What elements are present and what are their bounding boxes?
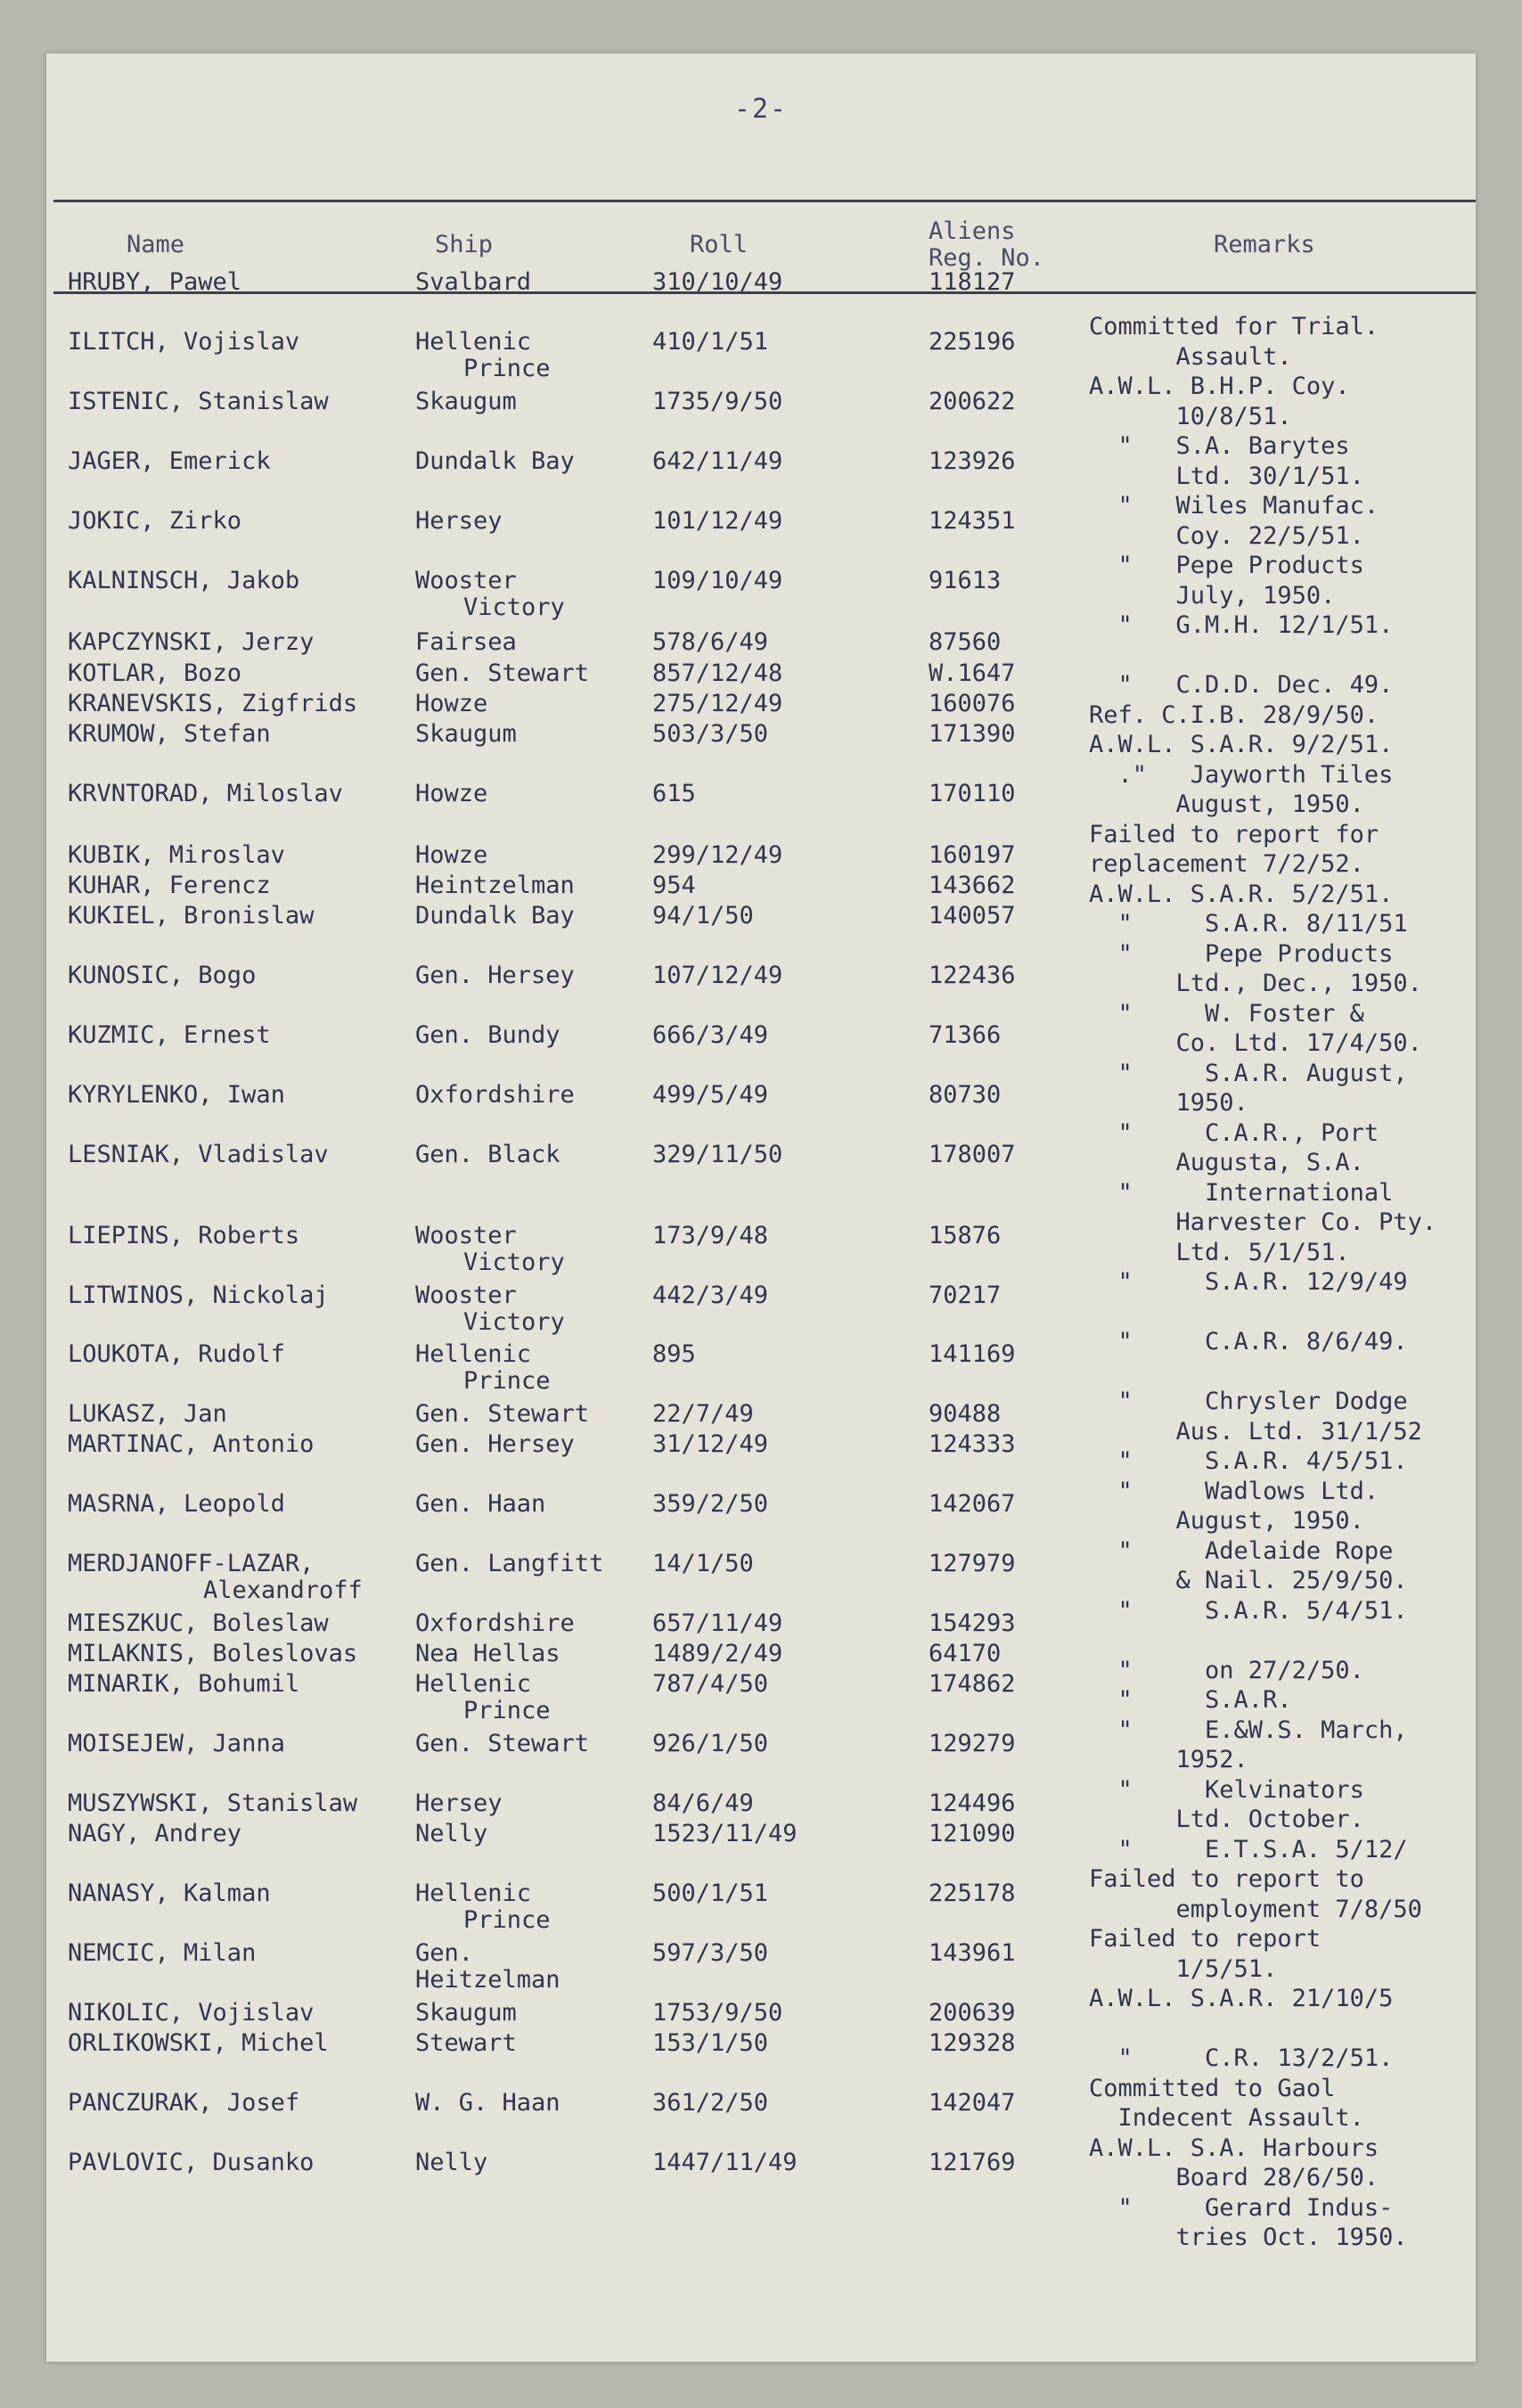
reg-number-cell: 170110	[929, 780, 1016, 807]
name-cell: MUSZYWSKI, Stanislaw	[68, 1790, 358, 1817]
name-cell: MINARIK, Bohumil	[68, 1670, 300, 1698]
reg-number-cell: 160076	[929, 690, 1016, 717]
ship-cell: Howze	[415, 690, 488, 717]
column-header-name: Name	[127, 231, 185, 258]
remarks-line: August, 1950.	[1089, 790, 1364, 818]
name-cell: PANCZURAK, Josef	[68, 2089, 300, 2117]
remarks-line: A.W.L. S.A.R. 5/2/51.	[1089, 880, 1394, 908]
roll-cell: 503/3/50	[652, 720, 769, 748]
table-row	[46, 267, 1476, 298]
ship-cell-continued: Victory	[463, 1249, 565, 1276]
ship-cell: Gen. Bundy	[415, 1021, 561, 1049]
ship-cell: Gen. Stewart	[415, 659, 590, 687]
name-cell: LESNIAK, Vladislav	[68, 1141, 329, 1168]
ship-cell-continued: Prince	[463, 1906, 551, 1934]
reg-number-cell: 178007	[929, 1141, 1016, 1168]
reg-number-cell: 142067	[929, 1490, 1016, 1518]
ship-cell: Nea Hellas	[415, 1640, 561, 1667]
ship-cell-continued: Prince	[463, 355, 551, 382]
name-cell: KUHAR, Ferencz	[68, 872, 271, 899]
name-cell: MIESZKUC, Boleslaw	[68, 1609, 329, 1637]
reg-number-cell: 15876	[929, 1222, 1002, 1249]
reg-number-cell: 91613	[929, 567, 1002, 594]
reg-number-cell: 141169	[929, 1340, 1016, 1368]
remarks-line: " S.A. Barytes	[1089, 432, 1350, 460]
ship-cell: Gen. Haan	[415, 1490, 546, 1518]
reg-number-cell: 127979	[929, 1550, 1016, 1577]
name-cell: MOISEJEW, Janna	[68, 1730, 285, 1757]
document-page	[46, 53, 1476, 2362]
name-cell-continued: Alexandroff	[203, 1577, 363, 1604]
ship-cell: Nelly	[415, 2149, 488, 2176]
remarks-line: Failed to report	[1089, 1925, 1322, 1953]
roll-cell: 109/10/49	[652, 567, 783, 594]
roll-cell: 666/3/49	[652, 1021, 769, 1049]
remarks-line: Augusta, S.A.	[1089, 1149, 1364, 1176]
roll-cell: 299/12/49	[652, 841, 783, 869]
remarks-line: " S.A.R. 12/9/49	[1089, 1268, 1408, 1296]
remarks-line: " C.A.R. 8/6/49.	[1089, 1328, 1408, 1356]
name-cell: KOTLAR, Bozo	[68, 659, 242, 687]
ship-cell: Heintzelman	[415, 872, 575, 899]
remarks-line: 1950.	[1089, 1089, 1248, 1117]
ship-cell: Wooster	[415, 1222, 517, 1249]
roll-cell: 84/6/49	[652, 1790, 754, 1817]
name-cell: KAPCZYNSKI, Jerzy	[68, 628, 315, 656]
roll-cell: 153/1/50	[652, 2029, 769, 2057]
name-cell: KRUMOW, Stefan	[68, 720, 271, 748]
name-cell: ISTENIC, Stanislaw	[68, 388, 329, 415]
roll-cell: 657/11/49	[652, 1609, 783, 1637]
reg-number-cell: 123926	[929, 447, 1016, 475]
ship-cell: Svalbard	[415, 268, 532, 296]
roll-cell: 410/1/51	[652, 328, 769, 356]
roll-cell: 94/1/50	[652, 902, 754, 930]
reg-number-cell: W.1647	[929, 659, 1016, 687]
reg-number-cell: 200639	[929, 1999, 1016, 2027]
reg-number-cell: 64170	[929, 1640, 1002, 1667]
roll-cell: 895	[652, 1340, 696, 1368]
remarks-line: " G.M.H. 12/1/51.	[1089, 611, 1394, 639]
remarks-line: " W. Foster &	[1089, 999, 1364, 1028]
remarks-line: Failed to report to	[1089, 1865, 1364, 1893]
remarks-line: Aus. Ltd. 31/1/52	[1089, 1417, 1422, 1446]
remarks-line: 10/8/51.	[1089, 402, 1292, 430]
roll-cell: 615	[652, 780, 696, 807]
roll-cell: 499/5/49	[652, 1081, 769, 1109]
ship-cell: Wooster	[415, 1282, 517, 1309]
name-cell: NIKOLIC, Vojislav	[68, 1999, 315, 2027]
ship-cell-continued: Heitzelman	[415, 1966, 561, 1994]
reg-number-cell: 122436	[929, 962, 1016, 989]
roll-cell: 1489/2/49	[652, 1640, 783, 1667]
reg-number-cell: 225178	[929, 1880, 1016, 1907]
roll-cell: 1735/9/50	[652, 388, 783, 415]
remarks-line: " C.D.D. Dec. 49.	[1089, 671, 1394, 699]
ship-cell: Hersey	[415, 1790, 503, 1817]
roll-cell: 926/1/50	[652, 1730, 769, 1757]
remarks-line: " Pepe Products	[1089, 939, 1394, 968]
name-cell: KUBIK, Miroslav	[68, 841, 285, 869]
remarks-line: " S.A.R. 5/4/51.	[1089, 1596, 1408, 1625]
remarks-line: " Wadlows Ltd.	[1089, 1477, 1379, 1505]
roll-cell: 275/12/49	[652, 690, 783, 717]
remarks-line: Harvester Co. Pty.	[1089, 1208, 1437, 1236]
ship-cell: Howze	[415, 841, 488, 869]
roll-cell: 578/6/49	[652, 628, 769, 656]
name-cell: MERDJANOFF-LAZAR,	[68, 1550, 315, 1577]
remarks-line: employment 7/8/50	[1089, 1895, 1422, 1923]
ship-cell: Wooster	[415, 567, 517, 594]
roll-cell: 107/12/49	[652, 962, 783, 989]
roll-cell: 1753/9/50	[652, 1999, 783, 2027]
remarks-line: Ltd. 5/1/51.	[1089, 1238, 1350, 1266]
remarks-line: Coy. 22/5/51.	[1089, 521, 1364, 550]
ship-cell: Dundalk Bay	[415, 902, 575, 930]
remarks-line: " E.T.S.A. 5/12/	[1089, 1835, 1408, 1863]
ship-cell: Gen. Langfitt	[415, 1550, 604, 1577]
ship-cell: Skaugum	[415, 388, 517, 415]
name-cell: MARTINAC, Antonio	[68, 1430, 315, 1458]
reg-number-cell: 160197	[929, 841, 1016, 869]
name-cell: PAVLOVIC, Dusanko	[68, 2149, 315, 2176]
remarks-line: " S.A.R. 4/5/51.	[1089, 1447, 1408, 1475]
roll-cell: 500/1/51	[652, 1880, 769, 1907]
name-cell: JAGER, Emerick	[68, 447, 271, 475]
roll-cell: 329/11/50	[652, 1141, 783, 1168]
roll-cell: 101/12/49	[652, 507, 783, 535]
column-header-reg-line2: Reg. No.	[929, 244, 1045, 272]
ship-cell: Hersey	[415, 507, 503, 535]
name-cell: KYRYLENKO, Iwan	[68, 1081, 285, 1109]
roll-cell: 14/1/50	[652, 1550, 754, 1577]
ship-cell: W. G. Haan	[415, 2089, 561, 2117]
column-header-ship: Ship	[435, 231, 494, 258]
remarks-line: 1/5/51.	[1089, 1954, 1278, 1983]
reg-number-cell: 121090	[929, 1820, 1016, 1847]
reg-number-cell: 154293	[929, 1609, 1016, 1637]
name-cell: JOKIC, Zirko	[68, 507, 242, 535]
remarks-line: tries Oct. 1950.	[1089, 2224, 1408, 2251]
ship-cell: Nelly	[415, 1820, 488, 1847]
remarks-line: " Adelaide Rope	[1089, 1536, 1394, 1565]
ship-cell: Gen. Black	[415, 1141, 561, 1168]
reg-number-cell: 124496	[929, 1790, 1016, 1817]
remarks-line: " on 27/2/50.	[1089, 1656, 1364, 1684]
name-cell: NEMCIC, Milan	[68, 1939, 257, 1967]
remarks-line: replacement 7/2/52.	[1089, 850, 1364, 878]
ship-cell: Hellenic	[415, 1340, 532, 1368]
reg-number-cell: 71366	[929, 1021, 1002, 1049]
remarks-line: " S.A.R. 8/11/51	[1089, 910, 1408, 938]
roll-cell: 173/9/48	[652, 1222, 769, 1249]
remarks-line: " Wiles Manufac.	[1089, 492, 1379, 520]
roll-cell: 642/11/49	[652, 447, 783, 475]
reg-number-cell: 129328	[929, 2029, 1016, 2057]
reg-number-cell: 129279	[929, 1730, 1016, 1757]
ship-cell: Stewart	[415, 2029, 517, 2057]
remarks-line: " S.A.R.	[1089, 1686, 1292, 1714]
remarks-line: Ref. C.I.B. 28/9/50.	[1089, 700, 1379, 729]
reg-number-cell: 87560	[929, 628, 1002, 656]
reg-number-cell: 80730	[929, 1081, 1002, 1109]
roll-cell: 359/2/50	[652, 1490, 769, 1518]
reg-number-cell: 174862	[929, 1670, 1016, 1698]
roll-cell: 954	[652, 872, 696, 899]
reg-number-cell: 124351	[929, 507, 1016, 535]
ship-cell: Oxfordshire	[415, 1081, 575, 1109]
name-cell: HRUBY, Pawel	[68, 268, 242, 296]
column-header-remarks: Remarks	[1214, 231, 1315, 258]
remarks-line: Ltd. October.	[1089, 1806, 1364, 1833]
remarks-line: ." Jayworth Tiles	[1089, 760, 1394, 789]
remarks-line: " S.A.R. August,	[1089, 1059, 1408, 1087]
ship-cell: Gen. Hersey	[415, 962, 575, 989]
name-cell: MILAKNIS, Boleslovas	[68, 1640, 358, 1667]
remarks-line: Ltd., Dec., 1950.	[1089, 970, 1422, 997]
ship-cell: Fairsea	[415, 628, 517, 656]
reg-number-cell: 225196	[929, 328, 1016, 356]
remarks-line: A.W.L. S.A. Harbours	[1089, 2134, 1379, 2162]
name-cell: KALNINSCH, Jakob	[68, 567, 300, 594]
name-cell: KUNOSIC, Bogo	[68, 962, 257, 989]
remarks-line: A.W.L. S.A.R. 21/10/5	[1089, 1985, 1394, 2012]
remarks-line: July, 1950.	[1089, 581, 1336, 610]
roll-cell: 22/7/49	[652, 1400, 754, 1428]
reg-number-cell: 70217	[929, 1282, 1002, 1309]
roll-cell: 787/4/50	[652, 1670, 769, 1698]
reg-number-cell: 118127	[929, 268, 1016, 296]
name-cell: ORLIKOWSKI, Michel	[68, 2029, 329, 2057]
ship-cell: Howze	[415, 780, 488, 807]
remarks-line: " Kelvinators	[1089, 1775, 1364, 1804]
name-cell: KRVNTORAD, Miloslav	[68, 780, 343, 807]
remarks-line: " Chrysler Dodge	[1089, 1388, 1408, 1415]
reg-number-cell: 140057	[929, 902, 1016, 930]
page-number: -2-	[733, 94, 789, 125]
column-header-roll: Roll	[690, 231, 749, 258]
name-cell: KRANEVSKIS, Zigfrids	[68, 690, 358, 717]
remarks-line: Committed to Gaol	[1089, 2074, 1336, 2102]
ship-cell-continued: Victory	[463, 1308, 565, 1336]
remarks-line: Ltd. 30/1/51.	[1089, 462, 1364, 490]
ship-cell: Gen. Stewart	[415, 1730, 590, 1757]
ship-cell: Gen.	[415, 1939, 474, 1967]
roll-cell: 597/3/50	[652, 1939, 769, 1967]
remarks-line: " International	[1089, 1178, 1394, 1207]
name-cell: NAGY, Andrey	[68, 1820, 242, 1847]
remarks-line: " C.A.R., Port	[1089, 1118, 1379, 1147]
remarks-line: A.W.L. S.A.R. 9/2/51.	[1089, 731, 1394, 758]
ship-cell-continued: Prince	[463, 1697, 551, 1724]
remarks-line: A.W.L. B.H.P. Coy.	[1089, 373, 1350, 400]
remarks-line: August, 1950.	[1089, 1507, 1364, 1535]
reg-number-cell: 171390	[929, 720, 1016, 748]
remarks-line: " C.R. 13/2/51.	[1089, 2044, 1394, 2072]
ship-cell: Oxfordshire	[415, 1609, 575, 1637]
reg-number-cell: 90488	[929, 1400, 1002, 1428]
ship-cell: Dundalk Bay	[415, 447, 575, 475]
reg-number-cell: 200622	[929, 388, 1016, 415]
name-cell: KUZMIC, Ernest	[68, 1021, 271, 1049]
remarks-line: Committed for Trial.	[1089, 313, 1379, 340]
ship-cell: Hellenic	[415, 1670, 532, 1698]
ship-cell: Hellenic	[415, 328, 532, 356]
roll-cell: 310/10/49	[652, 268, 783, 296]
name-cell: LUKASZ, Jan	[68, 1400, 227, 1428]
reg-number-cell: 121769	[929, 2149, 1016, 2176]
remarks-line: Indecent Assault.	[1089, 2104, 1364, 2132]
ship-cell: Gen. Stewart	[415, 1400, 590, 1428]
ship-cell: Skaugum	[415, 1999, 517, 2027]
ship-cell-continued: Victory	[463, 594, 565, 621]
name-cell: LOUKOTA, Rudolf	[68, 1340, 285, 1368]
remarks-line: & Nail. 25/9/50.	[1089, 1567, 1408, 1594]
roll-cell: 857/12/48	[652, 659, 783, 687]
roll-cell: 361/2/50	[652, 2089, 769, 2117]
remarks-line: " Gerard Indus-	[1089, 2193, 1394, 2222]
roll-cell: 1447/11/49	[652, 2149, 798, 2176]
reg-number-cell: 124333	[929, 1430, 1016, 1458]
remarks-line: Co. Ltd. 17/4/50.	[1089, 1029, 1422, 1057]
ship-cell-continued: Prince	[463, 1367, 551, 1395]
remarks-line: " Pepe Products	[1089, 552, 1364, 579]
column-header-reg-line1: Aliens	[929, 217, 1016, 245]
remarks-line: Board 28/6/50.	[1089, 2164, 1379, 2191]
roll-cell: 1523/11/49	[652, 1820, 798, 1847]
reg-number-cell: 142047	[929, 2089, 1016, 2117]
ship-cell: Hellenic	[415, 1880, 532, 1907]
remarks-line: " E.&W.S. March,	[1089, 1716, 1408, 1744]
name-cell: ILITCH, Vojislav	[68, 328, 300, 356]
reg-number-cell: 143662	[929, 872, 1016, 899]
reg-number-cell: 143961	[929, 1939, 1016, 1967]
remarks-line: Assault.	[1089, 342, 1292, 371]
roll-cell: 31/12/49	[652, 1430, 769, 1458]
ship-cell: Gen. Hersey	[415, 1430, 575, 1458]
name-cell: KUKIEL, Bronislaw	[68, 902, 315, 930]
name-cell: MASRNA, Leopold	[68, 1490, 285, 1518]
remarks-line: 1952.	[1089, 1746, 1248, 1773]
name-cell: NANASY, Kalman	[68, 1880, 271, 1907]
name-cell: LIEPINS, Roberts	[68, 1222, 300, 1249]
ship-cell: Skaugum	[415, 720, 517, 748]
remarks-line: Failed to report for	[1089, 820, 1379, 848]
name-cell: LITWINOS, Nickolaj	[68, 1282, 329, 1309]
roll-cell: 442/3/49	[652, 1282, 769, 1309]
